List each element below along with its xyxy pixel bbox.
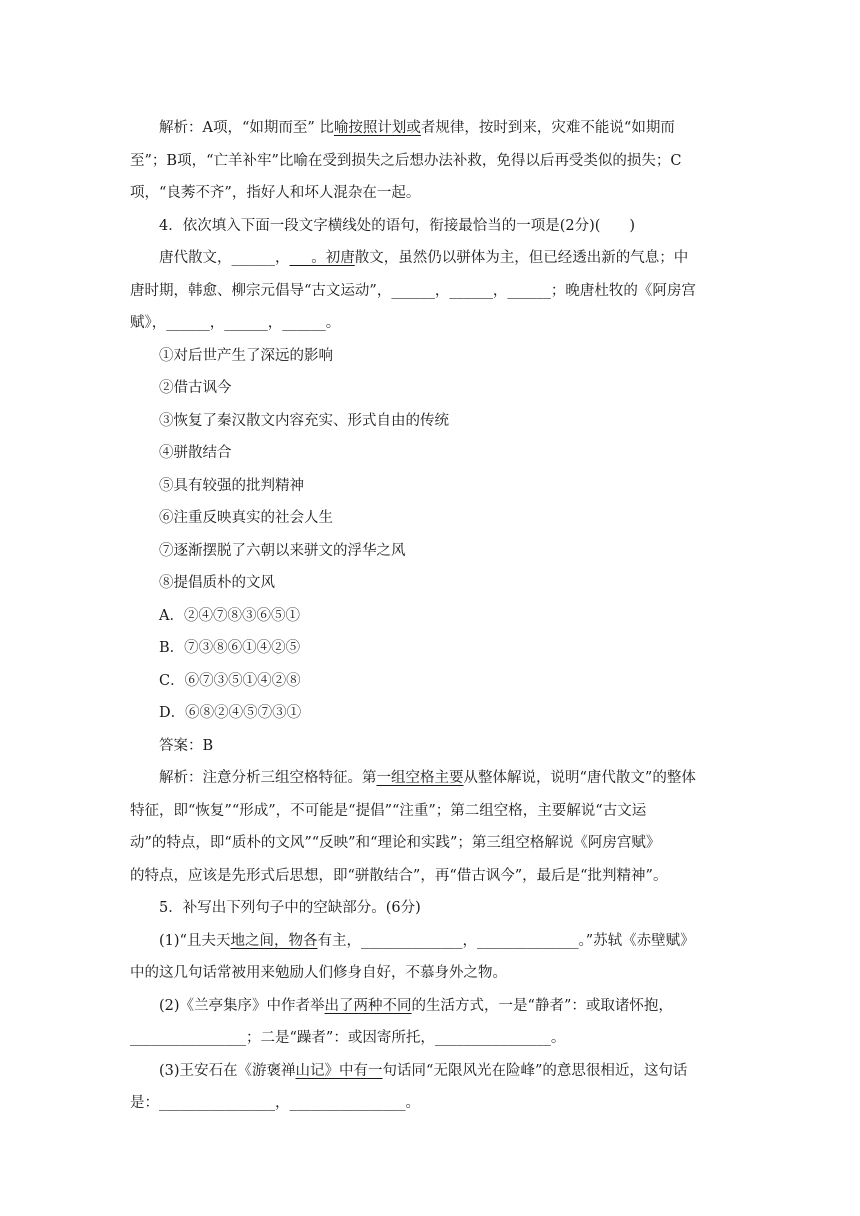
text-span: 者规律，按时到来，灾难不能说“如期而 [420,120,675,136]
text-line: 中的这几句话常被用来勉励人们修身自好，不慕身外之物。 [130,965,507,981]
text-span: (1)“且夫天 [159,932,231,949]
text-line: 是：________________，________________。 [130,1095,420,1111]
question-4-passage [130,242,752,340]
underlined-text: 喻按照计划或 [333,120,421,136]
text-span: 解析：注意分析三组空格特征。第 [159,770,377,786]
item-1: ①对后世产生了深远的影响 [159,347,333,364]
analysis-paragraph-1 [130,112,752,210]
item-2: ②借古讽今 [159,380,232,396]
text-span: 解析：A项，“如期而至” 比 [159,120,334,136]
question-5-sub-1 [130,925,752,990]
text-line: 动”的特点，即“质朴的文风”“反映”和“理论和实践”；第三组空格解说《阿房宫赋》 [130,835,661,851]
item-4: ④骈散结合 [159,445,232,461]
text-span: 从整体解说，说明“唐代散文”的整体 [463,770,696,786]
question-5-sub-2 [130,990,752,1055]
text-line: 特征，即“恢复”“形成”，不可能是“提倡”“注重”；第二组空格，主要解说“古文运 [130,802,647,819]
underlined-text: 出了两种不同 [324,997,412,1014]
item-7: ⑦逐渐摆脱了六朝以来骈文的浮华之风 [159,542,406,559]
underlined-text: 山记》中有一 [295,1062,383,1079]
text-span: (2)《兰亭集序》中作者举 [159,997,325,1014]
text-span: 的生活方式，一是“静者”：或取诸怀抱， [411,997,673,1014]
underlined-text: 一组空格主要 [376,770,464,786]
item-6: ⑥注重反映真实的社会人生 [159,510,333,526]
option-b: B．⑦③⑧⑥①④②⑤ [159,640,301,656]
text-line: 的特点，应该是先形式后思想，即“骈散结合”，再“借古讽今”，最后是“批判精神”。 [130,867,668,884]
text-span: (3)王安石在《游褒禅 [159,1062,296,1079]
text-span: 散文，虽然仍以骈体为主，但已经透出新的气息；中 [354,250,689,266]
text-span: 句话同“无限风光在险峰”的意思很相近，这句话 [382,1062,688,1079]
analysis-paragraph-2 [130,762,752,892]
text-span: 唐代散文，______， [159,250,290,266]
item-8: ⑧提倡质朴的文风 [159,575,275,591]
question-5-sub-3 [130,1055,752,1120]
underlined-text: ___。初唐 [289,250,355,266]
text-span: 有主，______________，______________。”苏轼《赤壁赋》 [317,932,695,949]
text-line: ________________；二是“躁者”：或因寄所托，________________。 [130,1030,566,1046]
item-5: ⑤具有较强的批判精神 [159,477,304,494]
underlined-text: 地之间，物各 [230,932,318,949]
item-3: ③恢复了秦汉散文内容充实、形式自由的传统 [159,412,449,429]
text-line: 唐时期，韩愈、柳宗元倡导“古文运动”，______，______，______；晚唐杜牧的《阿房宫 [130,282,696,299]
option-c: C．⑥⑦③⑤①④②⑧ [159,672,301,689]
text-line: 至”；B项，“亡羊补牢”比喻在受到损失之后想办法补救，免得以后再受类似的损失；C [130,152,682,169]
text-line: 赋》，______，______，______。 [130,315,341,331]
text-line: 项，“良莠不齐”，指好人和坏人混杂在一起。 [130,185,421,201]
option-d: D．⑥⑧②④⑤⑦③① [159,705,302,721]
answer: 答案：B [159,737,214,754]
option-a: A．②④⑦⑧③⑥⑤① [159,607,300,624]
question-4-stem: 4．依次填入下面一段文字横线处的语句，衔接最恰当的一项是(2分)( ) [159,217,636,234]
question-5-stem: 5．补写出下列句子中的空缺部分。(6分) [159,900,421,916]
